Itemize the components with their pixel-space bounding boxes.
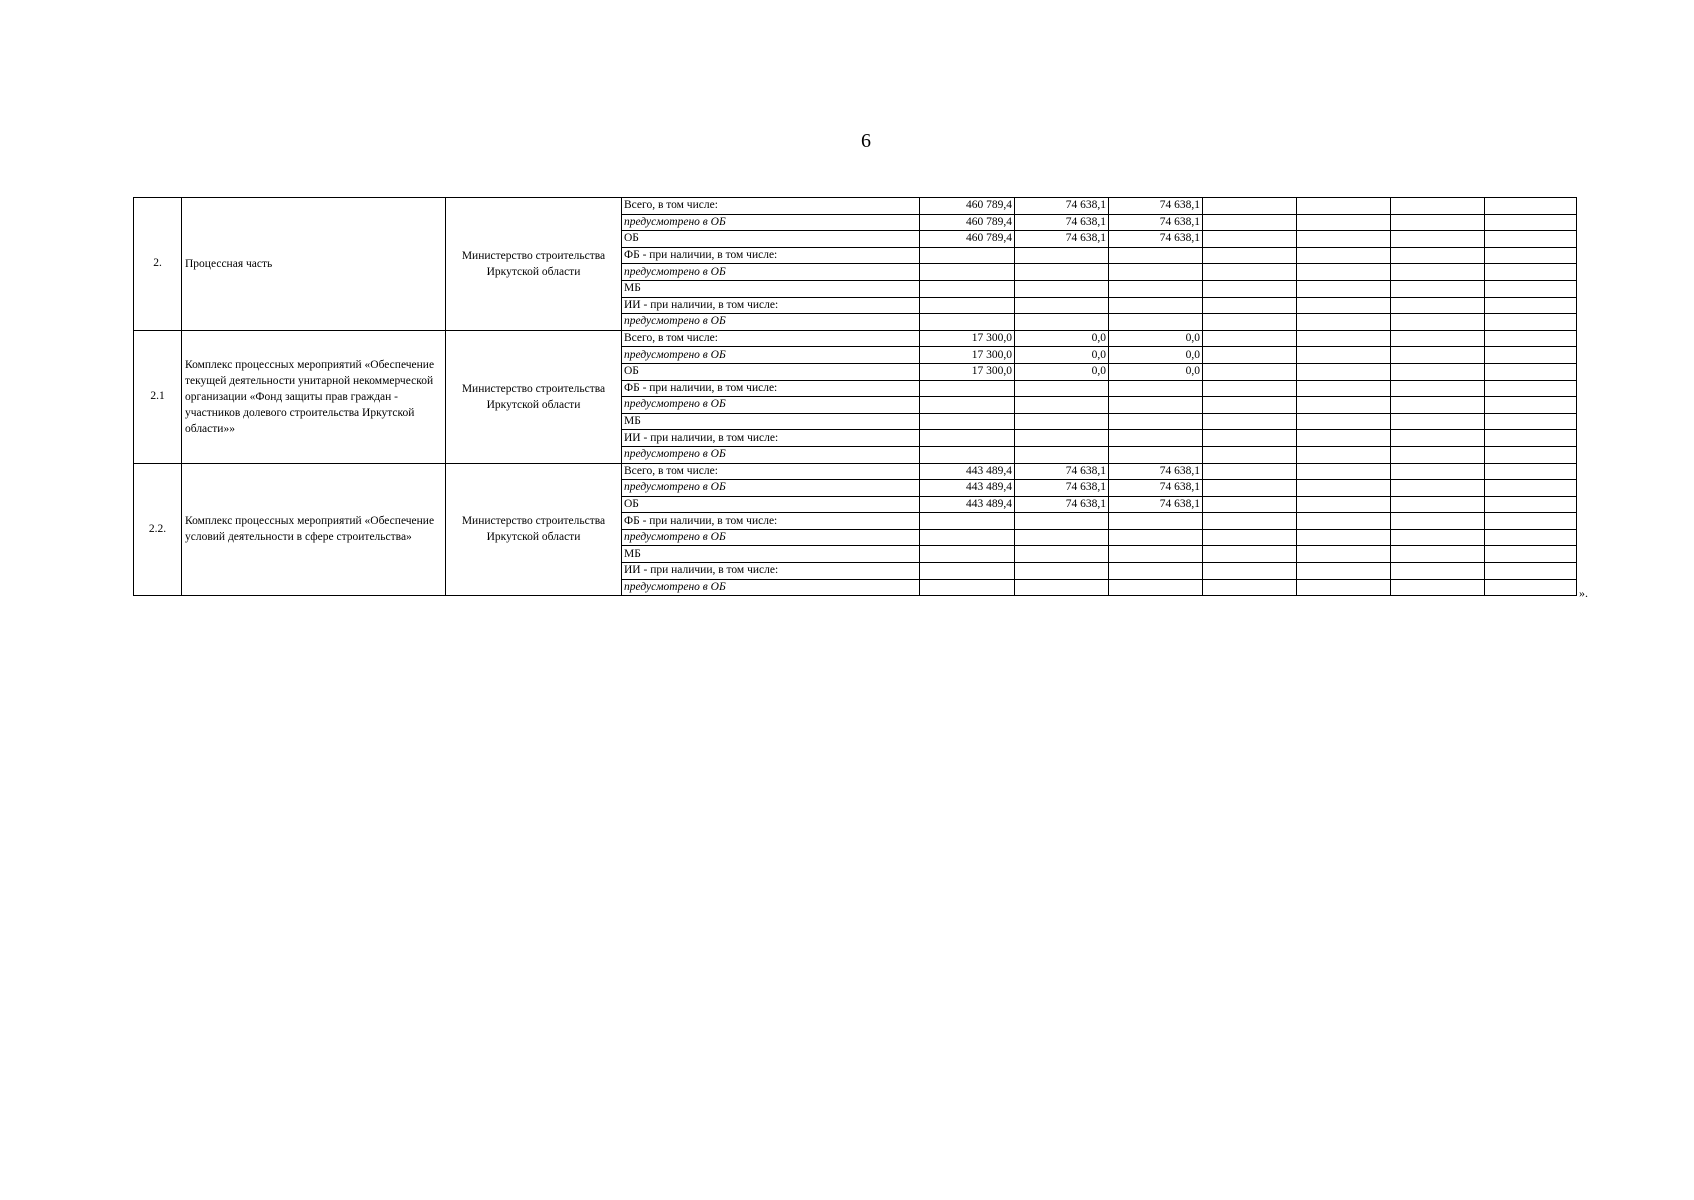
- table-row: [134, 330, 1577, 347]
- empty-cell: [1297, 280, 1391, 297]
- empty-cell: [1485, 496, 1577, 513]
- funding-source: Всего, в том числе:: [622, 198, 920, 215]
- empty-cell: [1297, 513, 1391, 530]
- amount-cell: [920, 297, 1015, 314]
- empty-cell: [1391, 397, 1485, 414]
- table-body: [134, 198, 1577, 596]
- empty-cell: [1391, 546, 1485, 563]
- empty-cell: [1297, 397, 1391, 414]
- amount-cell: [1109, 546, 1203, 563]
- funding-source: ИИ - при наличии, в том числе:: [622, 430, 920, 447]
- empty-cell: [1203, 563, 1297, 580]
- empty-cell: [1391, 198, 1485, 215]
- amount-cell: [1015, 247, 1109, 264]
- empty-cell: [1391, 247, 1485, 264]
- empty-cell: [1485, 314, 1577, 331]
- amount-cell: 0,0: [1109, 363, 1203, 380]
- empty-cell: [1203, 280, 1297, 297]
- funding-source: ИИ - при наличии, в том числе:: [622, 297, 920, 314]
- empty-cell: [1391, 231, 1485, 248]
- responsible-executor: Министерство строительства Иркутской области: [446, 198, 622, 331]
- funding-source: предусмотрено в ОБ: [622, 579, 920, 596]
- empty-cell: [1297, 363, 1391, 380]
- empty-cell: [1203, 413, 1297, 430]
- empty-cell: [1391, 413, 1485, 430]
- amount-cell: [920, 397, 1015, 414]
- amount-cell: [920, 563, 1015, 580]
- amount-cell: 74 638,1: [1015, 480, 1109, 497]
- funding-source: предусмотрено в ОБ: [622, 446, 920, 463]
- empty-cell: [1203, 363, 1297, 380]
- empty-cell: [1297, 480, 1391, 497]
- empty-cell: [1203, 264, 1297, 281]
- empty-cell: [1203, 546, 1297, 563]
- funding-source: Всего, в том числе:: [622, 463, 920, 480]
- empty-cell: [1297, 496, 1391, 513]
- budget-table: [133, 197, 1577, 596]
- empty-cell: [1485, 563, 1577, 580]
- empty-cell: [1485, 397, 1577, 414]
- funding-source: МБ: [622, 546, 920, 563]
- amount-cell: 460 789,4: [920, 214, 1015, 231]
- measure-name: Комплекс процессных мероприятий «Обеспечение условий деятельности в сфере строительства»: [182, 463, 446, 596]
- empty-cell: [1485, 214, 1577, 231]
- empty-cell: [1391, 463, 1485, 480]
- empty-cell: [1485, 347, 1577, 364]
- table-row: [134, 463, 1577, 480]
- empty-cell: [1297, 198, 1391, 215]
- empty-cell: [1485, 280, 1577, 297]
- amount-cell: [1015, 297, 1109, 314]
- empty-cell: [1485, 264, 1577, 281]
- empty-cell: [1391, 297, 1485, 314]
- empty-cell: [1203, 314, 1297, 331]
- empty-cell: [1297, 231, 1391, 248]
- amount-cell: 0,0: [1015, 330, 1109, 347]
- empty-cell: [1391, 513, 1485, 530]
- empty-cell: [1391, 214, 1485, 231]
- empty-cell: [1391, 480, 1485, 497]
- responsible-executor: Министерство строительства Иркутской области: [446, 463, 622, 596]
- amount-cell: [1109, 446, 1203, 463]
- amount-cell: 74 638,1: [1015, 231, 1109, 248]
- empty-cell: [1391, 380, 1485, 397]
- amount-cell: [920, 413, 1015, 430]
- amount-cell: 460 789,4: [920, 198, 1015, 215]
- funding-source: ФБ - при наличии, в том числе:: [622, 247, 920, 264]
- empty-cell: [1297, 297, 1391, 314]
- empty-cell: [1297, 563, 1391, 580]
- amount-cell: [1015, 380, 1109, 397]
- empty-cell: [1391, 314, 1485, 331]
- amount-cell: [1015, 513, 1109, 530]
- amount-cell: 0,0: [1109, 347, 1203, 364]
- amount-cell: [1109, 430, 1203, 447]
- empty-cell: [1297, 214, 1391, 231]
- empty-cell: [1203, 380, 1297, 397]
- funding-source: ОБ: [622, 231, 920, 248]
- amount-cell: [920, 546, 1015, 563]
- amount-cell: [1109, 579, 1203, 596]
- empty-cell: [1297, 413, 1391, 430]
- empty-cell: [1297, 446, 1391, 463]
- empty-cell: [1391, 330, 1485, 347]
- amount-cell: 74 638,1: [1015, 198, 1109, 215]
- amount-cell: 74 638,1: [1109, 480, 1203, 497]
- empty-cell: [1297, 247, 1391, 264]
- amount-cell: 74 638,1: [1015, 463, 1109, 480]
- empty-cell: [1485, 579, 1577, 596]
- amount-cell: 460 789,4: [920, 231, 1015, 248]
- empty-cell: [1391, 446, 1485, 463]
- funding-source: МБ: [622, 413, 920, 430]
- table-row: [134, 198, 1577, 215]
- funding-source: ОБ: [622, 363, 920, 380]
- empty-cell: [1203, 330, 1297, 347]
- empty-cell: [1203, 446, 1297, 463]
- empty-cell: [1391, 363, 1485, 380]
- row-number: 2.1: [134, 330, 182, 463]
- page-number: 6: [861, 130, 871, 152]
- empty-cell: [1203, 347, 1297, 364]
- amount-cell: 74 638,1: [1015, 214, 1109, 231]
- amount-cell: [1015, 446, 1109, 463]
- funding-source: предусмотрено в ОБ: [622, 214, 920, 231]
- closing-quote: ».: [1579, 586, 1588, 600]
- amount-cell: 74 638,1: [1109, 496, 1203, 513]
- empty-cell: [1297, 430, 1391, 447]
- amount-cell: 0,0: [1015, 363, 1109, 380]
- measure-name: Процессная часть: [182, 198, 446, 331]
- empty-cell: [1297, 347, 1391, 364]
- amount-cell: [1109, 314, 1203, 331]
- amount-cell: [1109, 247, 1203, 264]
- amount-cell: [1109, 397, 1203, 414]
- amount-cell: 74 638,1: [1109, 231, 1203, 248]
- amount-cell: [1109, 413, 1203, 430]
- funding-source: Всего, в том числе:: [622, 330, 920, 347]
- empty-cell: [1297, 314, 1391, 331]
- empty-cell: [1391, 579, 1485, 596]
- amount-cell: [1015, 413, 1109, 430]
- funding-source: ОБ: [622, 496, 920, 513]
- empty-cell: [1203, 496, 1297, 513]
- measure-name: Комплекс процессных мероприятий «Обеспечение текущей деятельности унитарной некоммерческой организации «Фонд защиты прав граждан - участников долевого строительства Иркутской области»»: [182, 330, 446, 463]
- empty-cell: [1485, 247, 1577, 264]
- amount-cell: [920, 380, 1015, 397]
- amount-cell: [1109, 513, 1203, 530]
- amount-cell: [1015, 264, 1109, 281]
- funding-source: предусмотрено в ОБ: [622, 347, 920, 364]
- amount-cell: 17 300,0: [920, 363, 1015, 380]
- empty-cell: [1485, 231, 1577, 248]
- empty-cell: [1203, 198, 1297, 215]
- empty-cell: [1391, 430, 1485, 447]
- empty-cell: [1485, 413, 1577, 430]
- empty-cell: [1297, 380, 1391, 397]
- amount-cell: [1109, 563, 1203, 580]
- empty-cell: [1485, 297, 1577, 314]
- funding-source: предусмотрено в ОБ: [622, 264, 920, 281]
- amount-cell: [1015, 546, 1109, 563]
- empty-cell: [1485, 330, 1577, 347]
- amount-cell: 443 489,4: [920, 463, 1015, 480]
- amount-cell: [920, 280, 1015, 297]
- funding-source: предусмотрено в ОБ: [622, 529, 920, 546]
- funding-source: предусмотрено в ОБ: [622, 397, 920, 414]
- amount-cell: 443 489,4: [920, 480, 1015, 497]
- amount-cell: 0,0: [1015, 347, 1109, 364]
- empty-cell: [1203, 579, 1297, 596]
- empty-cell: [1203, 513, 1297, 530]
- funding-source: предусмотрено в ОБ: [622, 480, 920, 497]
- empty-cell: [1485, 430, 1577, 447]
- amount-cell: [1109, 280, 1203, 297]
- empty-cell: [1391, 529, 1485, 546]
- empty-cell: [1297, 463, 1391, 480]
- empty-cell: [1297, 330, 1391, 347]
- funding-source: ИИ - при наличии, в том числе:: [622, 563, 920, 580]
- row-number: 2.: [134, 198, 182, 331]
- amount-cell: [1015, 579, 1109, 596]
- empty-cell: [1485, 446, 1577, 463]
- empty-cell: [1485, 529, 1577, 546]
- amount-cell: 74 638,1: [1109, 463, 1203, 480]
- empty-cell: [1485, 546, 1577, 563]
- empty-cell: [1485, 463, 1577, 480]
- amount-cell: 74 638,1: [1015, 496, 1109, 513]
- empty-cell: [1203, 529, 1297, 546]
- empty-cell: [1391, 280, 1485, 297]
- empty-cell: [1203, 231, 1297, 248]
- amount-cell: 74 638,1: [1109, 214, 1203, 231]
- amount-cell: [1109, 380, 1203, 397]
- amount-cell: [920, 264, 1015, 281]
- empty-cell: [1203, 297, 1297, 314]
- amount-cell: [920, 529, 1015, 546]
- empty-cell: [1297, 264, 1391, 281]
- empty-cell: [1485, 513, 1577, 530]
- amount-cell: [920, 314, 1015, 331]
- amount-cell: [1015, 280, 1109, 297]
- empty-cell: [1297, 546, 1391, 563]
- empty-cell: [1391, 347, 1485, 364]
- amount-cell: [920, 430, 1015, 447]
- amount-cell: 17 300,0: [920, 330, 1015, 347]
- amount-cell: [920, 513, 1015, 530]
- amount-cell: 443 489,4: [920, 496, 1015, 513]
- empty-cell: [1391, 563, 1485, 580]
- amount-cell: [920, 446, 1015, 463]
- empty-cell: [1485, 198, 1577, 215]
- empty-cell: [1391, 496, 1485, 513]
- funding-source: ФБ - при наличии, в том числе:: [622, 380, 920, 397]
- amount-cell: [1109, 297, 1203, 314]
- amount-cell: [1015, 563, 1109, 580]
- empty-cell: [1203, 247, 1297, 264]
- empty-cell: [1485, 363, 1577, 380]
- empty-cell: [1203, 463, 1297, 480]
- amount-cell: [1015, 529, 1109, 546]
- empty-cell: [1485, 380, 1577, 397]
- amount-cell: 17 300,0: [920, 347, 1015, 364]
- empty-cell: [1203, 480, 1297, 497]
- amount-cell: 74 638,1: [1109, 198, 1203, 215]
- empty-cell: [1203, 397, 1297, 414]
- amount-cell: [1015, 314, 1109, 331]
- funding-source: предусмотрено в ОБ: [622, 314, 920, 331]
- amount-cell: [920, 579, 1015, 596]
- amount-cell: [1015, 397, 1109, 414]
- funding-source: ФБ - при наличии, в том числе:: [622, 513, 920, 530]
- row-number: 2.2.: [134, 463, 182, 596]
- amount-cell: [1109, 529, 1203, 546]
- amount-cell: [1109, 264, 1203, 281]
- empty-cell: [1391, 264, 1485, 281]
- funding-source: МБ: [622, 280, 920, 297]
- amount-cell: [920, 247, 1015, 264]
- empty-cell: [1297, 579, 1391, 596]
- amount-cell: 0,0: [1109, 330, 1203, 347]
- empty-cell: [1485, 480, 1577, 497]
- empty-cell: [1203, 214, 1297, 231]
- empty-cell: [1297, 529, 1391, 546]
- responsible-executor: Министерство строительства Иркутской области: [446, 330, 622, 463]
- empty-cell: [1203, 430, 1297, 447]
- amount-cell: [1015, 430, 1109, 447]
